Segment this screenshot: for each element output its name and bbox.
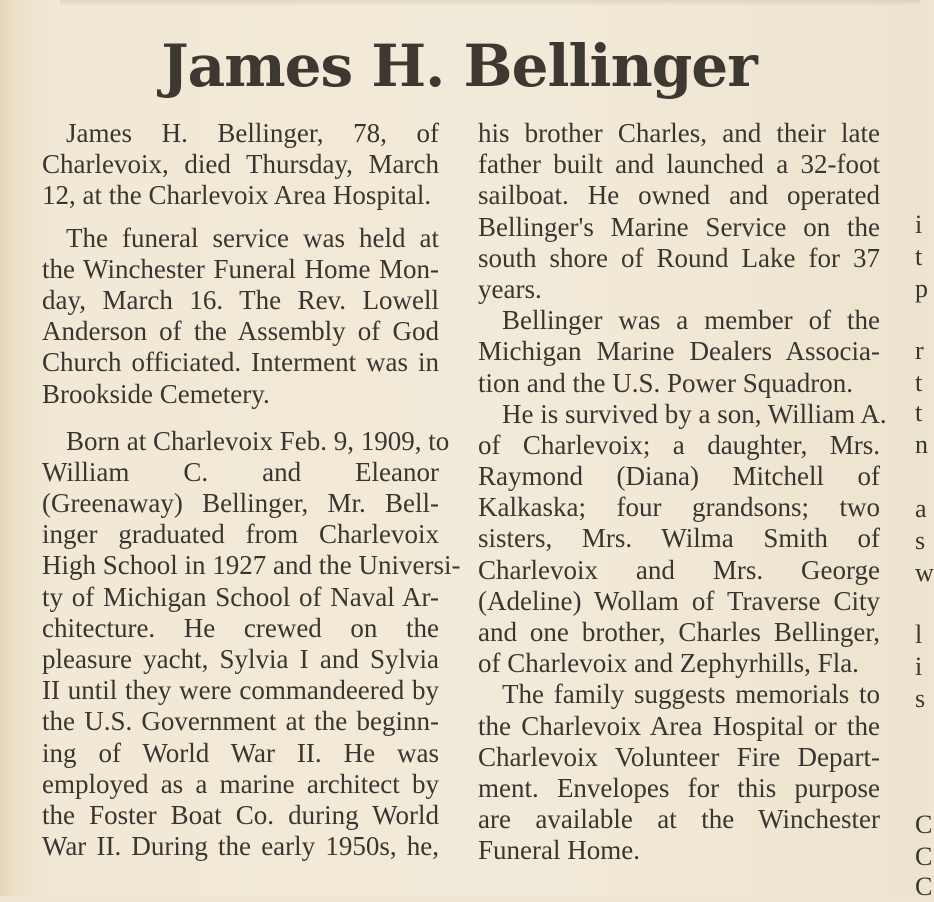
text-line: ty of Michigan School of Naval Ar- bbox=[42, 581, 439, 612]
text-line: High School in 1927 and the Universi- bbox=[42, 550, 461, 581]
text-line: Charlevoix and Mrs. George bbox=[478, 554, 880, 585]
paragraph bbox=[478, 118, 880, 305]
text-line: day, March 16. The Rev. Lowell bbox=[42, 284, 439, 315]
text-line: Bellinger was a member of the bbox=[502, 305, 880, 336]
text-line: Church officiated. Interment was in bbox=[42, 347, 439, 378]
fragment-letter: C bbox=[915, 810, 933, 839]
page-edge bbox=[0, 0, 14, 896]
text-line: employed as a marine architect by bbox=[42, 768, 439, 799]
fragment-letter: C bbox=[915, 842, 933, 871]
text-line: Born at Charlevoix Feb. 9, 1909, to bbox=[66, 425, 450, 456]
text-line: William C. and Eleanor bbox=[42, 456, 439, 487]
fragment-letter: t bbox=[915, 242, 923, 271]
text-line: The family suggests memorials to bbox=[502, 679, 880, 710]
text-line: and one brother, Charles Bellinger, bbox=[478, 617, 880, 647]
fragment-letter: i bbox=[915, 652, 923, 681]
fragment-letter: t bbox=[915, 368, 923, 397]
fragment-letter: r bbox=[915, 336, 924, 365]
text-line: Charlevoix, died Thursday, March bbox=[42, 149, 439, 180]
text-line: chitecture. He crewed on the bbox=[42, 612, 439, 643]
text-line: 12, at the Charlevoix Area Hospital. bbox=[42, 180, 432, 211]
article-column-left bbox=[42, 118, 461, 862]
text-line: the Charlevoix Area Hospital or the bbox=[478, 710, 880, 741]
text-line: ing of World War II. He was bbox=[42, 737, 439, 768]
fragment-letter: C bbox=[915, 872, 933, 901]
obituary-headline: James H. Bellinger bbox=[161, 32, 757, 100]
fragment-letter: t bbox=[915, 398, 923, 427]
text-line: of Charlevoix and Zephyrhills, Fla. bbox=[478, 648, 859, 679]
text-line: II until they were commandeered by bbox=[42, 675, 439, 706]
paragraph bbox=[478, 679, 880, 866]
text-line: Funeral Home. bbox=[478, 835, 640, 866]
text-line: the Winchester Funeral Home Mon- bbox=[42, 253, 439, 284]
text-line: Bellinger's Marine Service on the bbox=[478, 211, 880, 242]
text-line: (Greenaway) Bellinger, Mr. Bell- bbox=[42, 488, 439, 519]
article-column-right bbox=[478, 118, 887, 867]
text-line: pleasure yacht, Sylvia I and Sylvia bbox=[42, 644, 439, 674]
text-line: The funeral service was held at bbox=[66, 222, 439, 253]
text-line: War II. During the early 1950s, he, bbox=[42, 831, 439, 862]
text-line: of Charlevoix; a daughter, Mrs. bbox=[478, 429, 880, 460]
text-line: Michigan Marine Dealers Associa- bbox=[478, 336, 880, 367]
text-line: He is survived by a son, William A. bbox=[502, 398, 887, 429]
paragraph bbox=[42, 223, 439, 410]
fragment-letter: l bbox=[915, 620, 923, 649]
text-line: Kalkaska; four grandsons; two bbox=[478, 492, 880, 523]
text-line: ment. Envelopes for this purpose bbox=[478, 772, 880, 803]
fragment-letter: s bbox=[915, 684, 926, 713]
text-line: inger graduated from Charlevoix bbox=[42, 519, 439, 550]
text-line: his brother Charles, and their late bbox=[478, 118, 880, 148]
text-line: tion and the U.S. Power Squadron. bbox=[478, 367, 853, 398]
paragraph bbox=[42, 118, 439, 212]
text-line: (Adeline) Wollam of Traverse City bbox=[478, 585, 880, 616]
text-line: Anderson of the Assembly of God bbox=[42, 316, 439, 347]
text-line: sisters, Mrs. Wilma Smith of bbox=[478, 523, 880, 554]
paragraph bbox=[478, 305, 880, 399]
fragment-letter: s bbox=[915, 526, 926, 555]
text-line: the U.S. Government at the beginn- bbox=[42, 706, 439, 737]
paragraph bbox=[478, 398, 887, 680]
text-line: sailboat. He owned and operated bbox=[478, 180, 880, 211]
text-line: Brookside Cemetery. bbox=[42, 378, 270, 409]
fragment-letter: n bbox=[915, 430, 928, 459]
text-line: the Foster Boat Co. during World bbox=[42, 799, 439, 830]
text-line: south shore of Round Lake for 37 bbox=[478, 242, 880, 273]
top-fold-shadow bbox=[60, 0, 920, 6]
fragment-letter: i bbox=[915, 210, 923, 239]
fragment-letter: p bbox=[915, 274, 928, 303]
fragment-letter: a bbox=[915, 494, 927, 523]
text-line: James H. Bellinger, 78, of bbox=[66, 118, 439, 148]
text-line: are available at the Winchester bbox=[478, 804, 880, 835]
text-line: years. bbox=[478, 273, 542, 304]
fragment-letter: w bbox=[915, 558, 934, 587]
text-line: father built and launched a 32-foot bbox=[478, 149, 880, 180]
adjacent-column-fragment bbox=[912, 0, 934, 901]
text-line: Raymond (Diana) Mitchell of bbox=[478, 461, 880, 492]
paragraph bbox=[42, 425, 461, 863]
text-line: Charlevoix Volunteer Fire Depart- bbox=[478, 741, 880, 772]
